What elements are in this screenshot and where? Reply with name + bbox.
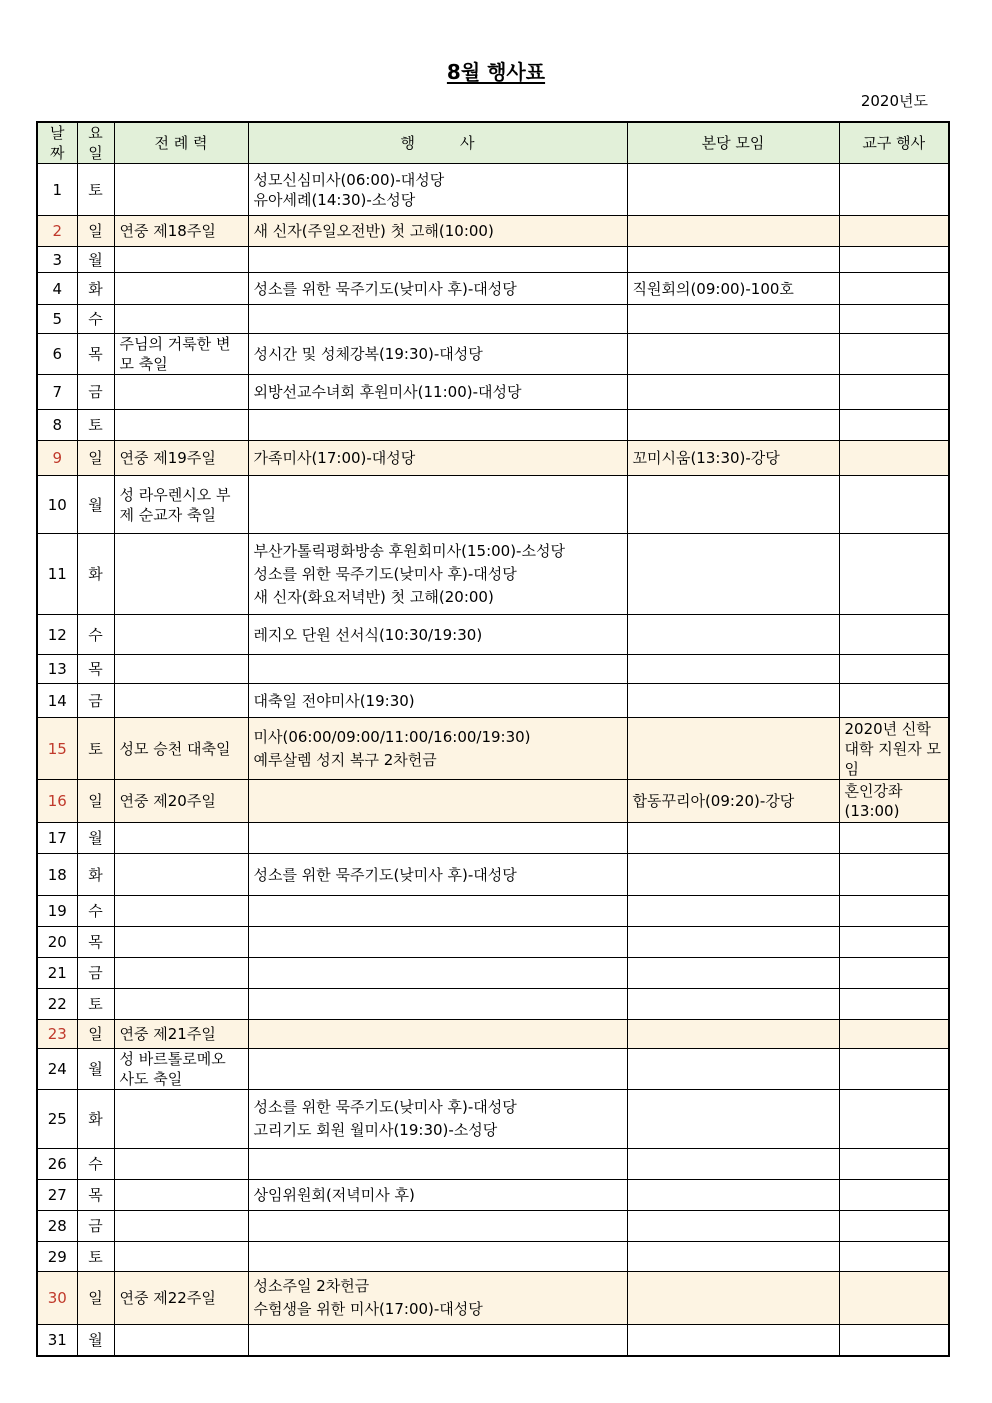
cell-liturgy bbox=[114, 1242, 248, 1272]
cell-parish bbox=[627, 334, 839, 375]
page-title bbox=[0, 56, 992, 85]
header-day: 요일 bbox=[77, 122, 114, 164]
cell-parish bbox=[627, 1180, 839, 1211]
cell-diocese bbox=[839, 958, 949, 989]
cell-parish bbox=[627, 927, 839, 958]
cell-date: 27 bbox=[37, 1180, 77, 1211]
cell-liturgy: 연중 제22주일 bbox=[114, 1272, 248, 1325]
cell-liturgy bbox=[114, 896, 248, 927]
cell-day: 월 bbox=[77, 823, 114, 854]
cell-events bbox=[248, 655, 627, 684]
table-row bbox=[37, 247, 949, 273]
cell-parish bbox=[627, 1242, 839, 1272]
cell-day: 목 bbox=[77, 1180, 114, 1211]
cell-events bbox=[248, 1325, 627, 1356]
cell-events bbox=[248, 1020, 627, 1049]
header-parish: 본당 모임 bbox=[627, 122, 839, 164]
cell-liturgy: 성모 승천 대축일 bbox=[114, 718, 248, 780]
event-line: 새 신자(화요저녁반) 첫 고해(20:00) bbox=[253, 587, 494, 606]
cell-day: 수 bbox=[77, 305, 114, 334]
event-line: 성소주일 2차헌금 bbox=[253, 1277, 370, 1295]
cell-parish bbox=[627, 684, 839, 718]
cell-diocese bbox=[839, 410, 949, 441]
event-line: 가족미사(17:00)-대성당 bbox=[253, 449, 416, 467]
cell-diocese: 혼인강좌(13:00) bbox=[839, 780, 949, 823]
table-body bbox=[37, 164, 949, 1356]
header-diocese: 교구 행사 bbox=[839, 122, 949, 164]
cell-liturgy bbox=[114, 1211, 248, 1242]
cell-parish bbox=[627, 1090, 839, 1149]
cell-diocese: 2020년 신학대학 지원자 모임 bbox=[839, 718, 949, 780]
cell-diocese bbox=[839, 476, 949, 534]
cell-liturgy bbox=[114, 958, 248, 989]
cell-diocese bbox=[839, 1149, 949, 1180]
cell-diocese bbox=[839, 1180, 949, 1211]
cell-day: 토 bbox=[77, 410, 114, 441]
cell-parish bbox=[627, 1325, 839, 1356]
cell-date: 25 bbox=[37, 1090, 77, 1149]
cell-date: 22 bbox=[37, 989, 77, 1020]
cell-date: 15 bbox=[37, 718, 77, 780]
cell-day: 토 bbox=[77, 164, 114, 216]
cell-day: 화 bbox=[77, 534, 114, 615]
cell-date: 23 bbox=[37, 1020, 77, 1049]
cell-day: 일 bbox=[77, 1272, 114, 1325]
event-line: 성모신심미사(06:00)-대성당 bbox=[253, 170, 445, 189]
cell-date: 9 bbox=[37, 441, 77, 476]
cell-day: 토 bbox=[77, 989, 114, 1020]
cell-diocese bbox=[839, 375, 949, 410]
table-row bbox=[37, 927, 949, 958]
cell-events bbox=[248, 989, 627, 1020]
cell-liturgy bbox=[114, 534, 248, 615]
cell-date: 3 bbox=[37, 247, 77, 273]
cell-events bbox=[248, 410, 627, 441]
table-row bbox=[37, 989, 949, 1020]
cell-parish: 직원회의(09:00)-100호 bbox=[627, 273, 839, 305]
cell-parish bbox=[627, 1049, 839, 1090]
cell-day: 수 bbox=[77, 1149, 114, 1180]
event-line: 성소를 위한 묵주기도(낮미사 후)-대성당 bbox=[253, 564, 517, 583]
event-line: 레지오 단원 선서식(10:30/19:30) bbox=[253, 625, 483, 644]
table-row bbox=[37, 1180, 949, 1211]
cell-diocese bbox=[839, 273, 949, 305]
table-row bbox=[37, 684, 949, 718]
cell-diocese bbox=[839, 1211, 949, 1242]
cell-day: 일 bbox=[77, 441, 114, 476]
cell-date: 20 bbox=[37, 927, 77, 958]
cell-date: 29 bbox=[37, 1242, 77, 1272]
cell-date: 7 bbox=[37, 375, 77, 410]
table-row bbox=[37, 476, 949, 534]
cell-parish bbox=[627, 854, 839, 896]
cell-liturgy bbox=[114, 684, 248, 718]
cell-liturgy bbox=[114, 615, 248, 655]
cell-date: 17 bbox=[37, 823, 77, 854]
cell-diocese bbox=[839, 534, 949, 615]
cell-diocese bbox=[839, 334, 949, 375]
cell-events bbox=[248, 476, 627, 534]
cell-events bbox=[248, 1049, 627, 1090]
table-row bbox=[37, 1325, 949, 1356]
cell-parish: 합동꾸리아(09:20)-강당 bbox=[627, 780, 839, 823]
cell-date: 11 bbox=[37, 534, 77, 615]
event-line: 대축일 전야미사(19:30) bbox=[253, 691, 415, 710]
cell-day: 금 bbox=[77, 375, 114, 410]
cell-day: 수 bbox=[77, 896, 114, 927]
cell-date: 19 bbox=[37, 896, 77, 927]
cell-liturgy bbox=[114, 375, 248, 410]
cell-diocese bbox=[839, 164, 949, 216]
event-line: 외방선교수녀회 후원미사(11:00)-대성당 bbox=[253, 383, 522, 401]
cell-parish: 꼬미시움(13:30)-강당 bbox=[627, 441, 839, 476]
cell-events bbox=[248, 1242, 627, 1272]
event-line: 부산가톨릭평화방송 후원회미사(15:00)-소성당 bbox=[253, 541, 565, 560]
cell-date: 8 bbox=[37, 410, 77, 441]
cell-diocese bbox=[839, 1242, 949, 1272]
event-line: 새 신자(주일오전반) 첫 고해(10:00) bbox=[253, 222, 494, 240]
cell-liturgy bbox=[114, 305, 248, 334]
table-row bbox=[37, 1049, 949, 1090]
event-line: 미사(06:00/09:00/11:00/16:00/19:30) bbox=[253, 727, 531, 746]
cell-parish bbox=[627, 1211, 839, 1242]
table-row bbox=[37, 305, 949, 334]
cell-date: 1 bbox=[37, 164, 77, 216]
cell-diocese bbox=[839, 854, 949, 896]
table-row bbox=[37, 441, 949, 476]
cell-parish bbox=[627, 718, 839, 780]
cell-date: 26 bbox=[37, 1149, 77, 1180]
cell-events bbox=[248, 334, 627, 375]
event-line: 예루살렘 성지 복구 2차헌금 bbox=[253, 750, 437, 769]
table-row bbox=[37, 958, 949, 989]
cell-day: 화 bbox=[77, 273, 114, 305]
cell-day: 월 bbox=[77, 1325, 114, 1356]
table-row bbox=[37, 1149, 949, 1180]
cell-events bbox=[248, 164, 627, 216]
cell-parish bbox=[627, 989, 839, 1020]
cell-events bbox=[248, 958, 627, 989]
header-events: 행 사 bbox=[248, 122, 627, 164]
cell-liturgy: 연중 제20주일 bbox=[114, 780, 248, 823]
table-row bbox=[37, 216, 949, 247]
cell-date: 18 bbox=[37, 854, 77, 896]
header-liturgy: 전 례 력 bbox=[114, 122, 248, 164]
cell-diocese bbox=[839, 655, 949, 684]
cell-day: 월 bbox=[77, 247, 114, 273]
cell-events bbox=[248, 273, 627, 305]
cell-events bbox=[248, 927, 627, 958]
cell-date: 31 bbox=[37, 1325, 77, 1356]
cell-day: 화 bbox=[77, 1090, 114, 1149]
table-row bbox=[37, 896, 949, 927]
cell-liturgy: 연중 제21주일 bbox=[114, 1020, 248, 1049]
cell-parish bbox=[627, 1020, 839, 1049]
cell-date: 21 bbox=[37, 958, 77, 989]
cell-liturgy bbox=[114, 410, 248, 441]
table-row bbox=[37, 375, 949, 410]
table-row bbox=[37, 334, 949, 375]
cell-day: 수 bbox=[77, 615, 114, 655]
event-line: 유아세례(14:30)-소성당 bbox=[253, 190, 416, 209]
cell-liturgy bbox=[114, 823, 248, 854]
cell-parish bbox=[627, 655, 839, 684]
cell-events bbox=[248, 441, 627, 476]
cell-liturgy bbox=[114, 1149, 248, 1180]
cell-diocese bbox=[839, 1272, 949, 1325]
cell-events bbox=[248, 305, 627, 334]
cell-date: 12 bbox=[37, 615, 77, 655]
cell-diocese bbox=[839, 305, 949, 334]
cell-events bbox=[248, 1090, 627, 1149]
cell-day: 화 bbox=[77, 854, 114, 896]
page-title-text: 8월 행사표 bbox=[446, 60, 546, 84]
cell-events bbox=[248, 1211, 627, 1242]
cell-day: 일 bbox=[77, 780, 114, 823]
event-line: 수험생을 위한 미사(17:00)-대성당 bbox=[253, 1300, 483, 1318]
cell-liturgy bbox=[114, 1180, 248, 1211]
cell-parish bbox=[627, 216, 839, 247]
cell-date: 24 bbox=[37, 1049, 77, 1090]
cell-diocese bbox=[839, 823, 949, 854]
cell-diocese bbox=[839, 1020, 949, 1049]
cell-date: 30 bbox=[37, 1272, 77, 1325]
cell-liturgy: 연중 제18주일 bbox=[114, 216, 248, 247]
table-row bbox=[37, 1211, 949, 1242]
cell-diocese bbox=[839, 216, 949, 247]
cell-liturgy bbox=[114, 273, 248, 305]
cell-parish bbox=[627, 958, 839, 989]
cell-liturgy bbox=[114, 1325, 248, 1356]
cell-date: 13 bbox=[37, 655, 77, 684]
cell-day: 목 bbox=[77, 927, 114, 958]
cell-liturgy bbox=[114, 989, 248, 1020]
cell-events bbox=[248, 1149, 627, 1180]
cell-day: 목 bbox=[77, 655, 114, 684]
cell-day: 금 bbox=[77, 958, 114, 989]
cell-liturgy bbox=[114, 164, 248, 216]
table-row bbox=[37, 823, 949, 854]
cell-parish bbox=[627, 615, 839, 655]
cell-diocese bbox=[839, 684, 949, 718]
cell-parish bbox=[627, 896, 839, 927]
event-line: 고리기도 회원 월미사(19:30)-소성당 bbox=[253, 1121, 498, 1139]
table-row bbox=[37, 718, 949, 780]
cell-date: 6 bbox=[37, 334, 77, 375]
cell-events bbox=[248, 780, 627, 823]
cell-liturgy: 성 라우렌시오 부제 순교자 축일 bbox=[114, 476, 248, 534]
cell-date: 10 bbox=[37, 476, 77, 534]
cell-liturgy: 주님의 거룩한 변모 축일 bbox=[114, 334, 248, 375]
cell-day: 금 bbox=[77, 1211, 114, 1242]
table-row bbox=[37, 780, 949, 823]
cell-day: 토 bbox=[77, 1242, 114, 1272]
cell-diocese bbox=[839, 1090, 949, 1149]
cell-parish bbox=[627, 1272, 839, 1325]
event-line: 성소를 위한 묵주기도(낮미사 후)-대성당 bbox=[253, 865, 517, 884]
cell-parish bbox=[627, 410, 839, 441]
cell-date: 2 bbox=[37, 216, 77, 247]
cell-diocese bbox=[839, 615, 949, 655]
cell-liturgy: 성 바르톨로메오 사도 축일 bbox=[114, 1049, 248, 1090]
cell-parish bbox=[627, 247, 839, 273]
table-row bbox=[37, 164, 949, 216]
cell-day: 일 bbox=[77, 216, 114, 247]
table-row bbox=[37, 1090, 949, 1149]
cell-day: 월 bbox=[77, 1049, 114, 1090]
cell-date: 14 bbox=[37, 684, 77, 718]
table-row bbox=[37, 1242, 949, 1272]
cell-events bbox=[248, 216, 627, 247]
table-row bbox=[37, 273, 949, 305]
table-row bbox=[37, 615, 949, 655]
cell-events bbox=[248, 684, 627, 718]
cell-parish bbox=[627, 1149, 839, 1180]
cell-events bbox=[248, 823, 627, 854]
header-date: 날짜 bbox=[37, 122, 77, 164]
cell-parish bbox=[627, 164, 839, 216]
cell-date: 5 bbox=[37, 305, 77, 334]
cell-events bbox=[248, 1180, 627, 1211]
cell-liturgy: 연중 제19주일 bbox=[114, 441, 248, 476]
event-line: 성시간 및 성체강복(19:30)-대성당 bbox=[253, 345, 483, 363]
table-row bbox=[37, 410, 949, 441]
cell-diocese bbox=[839, 1325, 949, 1356]
cell-diocese bbox=[839, 927, 949, 958]
cell-day: 목 bbox=[77, 334, 114, 375]
cell-diocese bbox=[839, 896, 949, 927]
cell-parish bbox=[627, 823, 839, 854]
cell-parish bbox=[627, 476, 839, 534]
cell-events bbox=[248, 854, 627, 896]
cell-events bbox=[248, 718, 627, 780]
event-line: 성소를 위한 묵주기도(낮미사 후)-대성당 bbox=[253, 279, 517, 298]
cell-diocese bbox=[839, 247, 949, 273]
cell-diocese bbox=[839, 441, 949, 476]
cell-liturgy bbox=[114, 927, 248, 958]
schedule-table bbox=[36, 121, 950, 1357]
cell-events bbox=[248, 615, 627, 655]
cell-events bbox=[248, 375, 627, 410]
cell-diocese bbox=[839, 1049, 949, 1090]
cell-diocese bbox=[839, 989, 949, 1020]
cell-liturgy bbox=[114, 247, 248, 273]
cell-date: 28 bbox=[37, 1211, 77, 1242]
cell-date: 4 bbox=[37, 273, 77, 305]
event-line: 성소를 위한 묵주기도(낮미사 후)-대성당 bbox=[253, 1098, 517, 1116]
cell-date: 16 bbox=[37, 780, 77, 823]
cell-day: 일 bbox=[77, 1020, 114, 1049]
cell-events bbox=[248, 247, 627, 273]
cell-parish bbox=[627, 534, 839, 615]
table-header-row bbox=[37, 122, 949, 164]
cell-parish bbox=[627, 305, 839, 334]
table-row bbox=[37, 1020, 949, 1049]
cell-day: 월 bbox=[77, 476, 114, 534]
cell-liturgy bbox=[114, 655, 248, 684]
cell-day: 금 bbox=[77, 684, 114, 718]
event-line: 상임위원회(저녁미사 후) bbox=[253, 1186, 415, 1204]
table-row bbox=[37, 534, 949, 615]
table-row bbox=[37, 1272, 949, 1325]
table-row bbox=[37, 655, 949, 684]
table-row bbox=[37, 854, 949, 896]
cell-events bbox=[248, 1272, 627, 1325]
cell-liturgy bbox=[114, 1090, 248, 1149]
cell-parish bbox=[627, 375, 839, 410]
year-label: 2020년도 bbox=[860, 92, 928, 110]
cell-day: 토 bbox=[77, 718, 114, 780]
cell-events bbox=[248, 534, 627, 615]
cell-events bbox=[248, 896, 627, 927]
cell-liturgy bbox=[114, 854, 248, 896]
